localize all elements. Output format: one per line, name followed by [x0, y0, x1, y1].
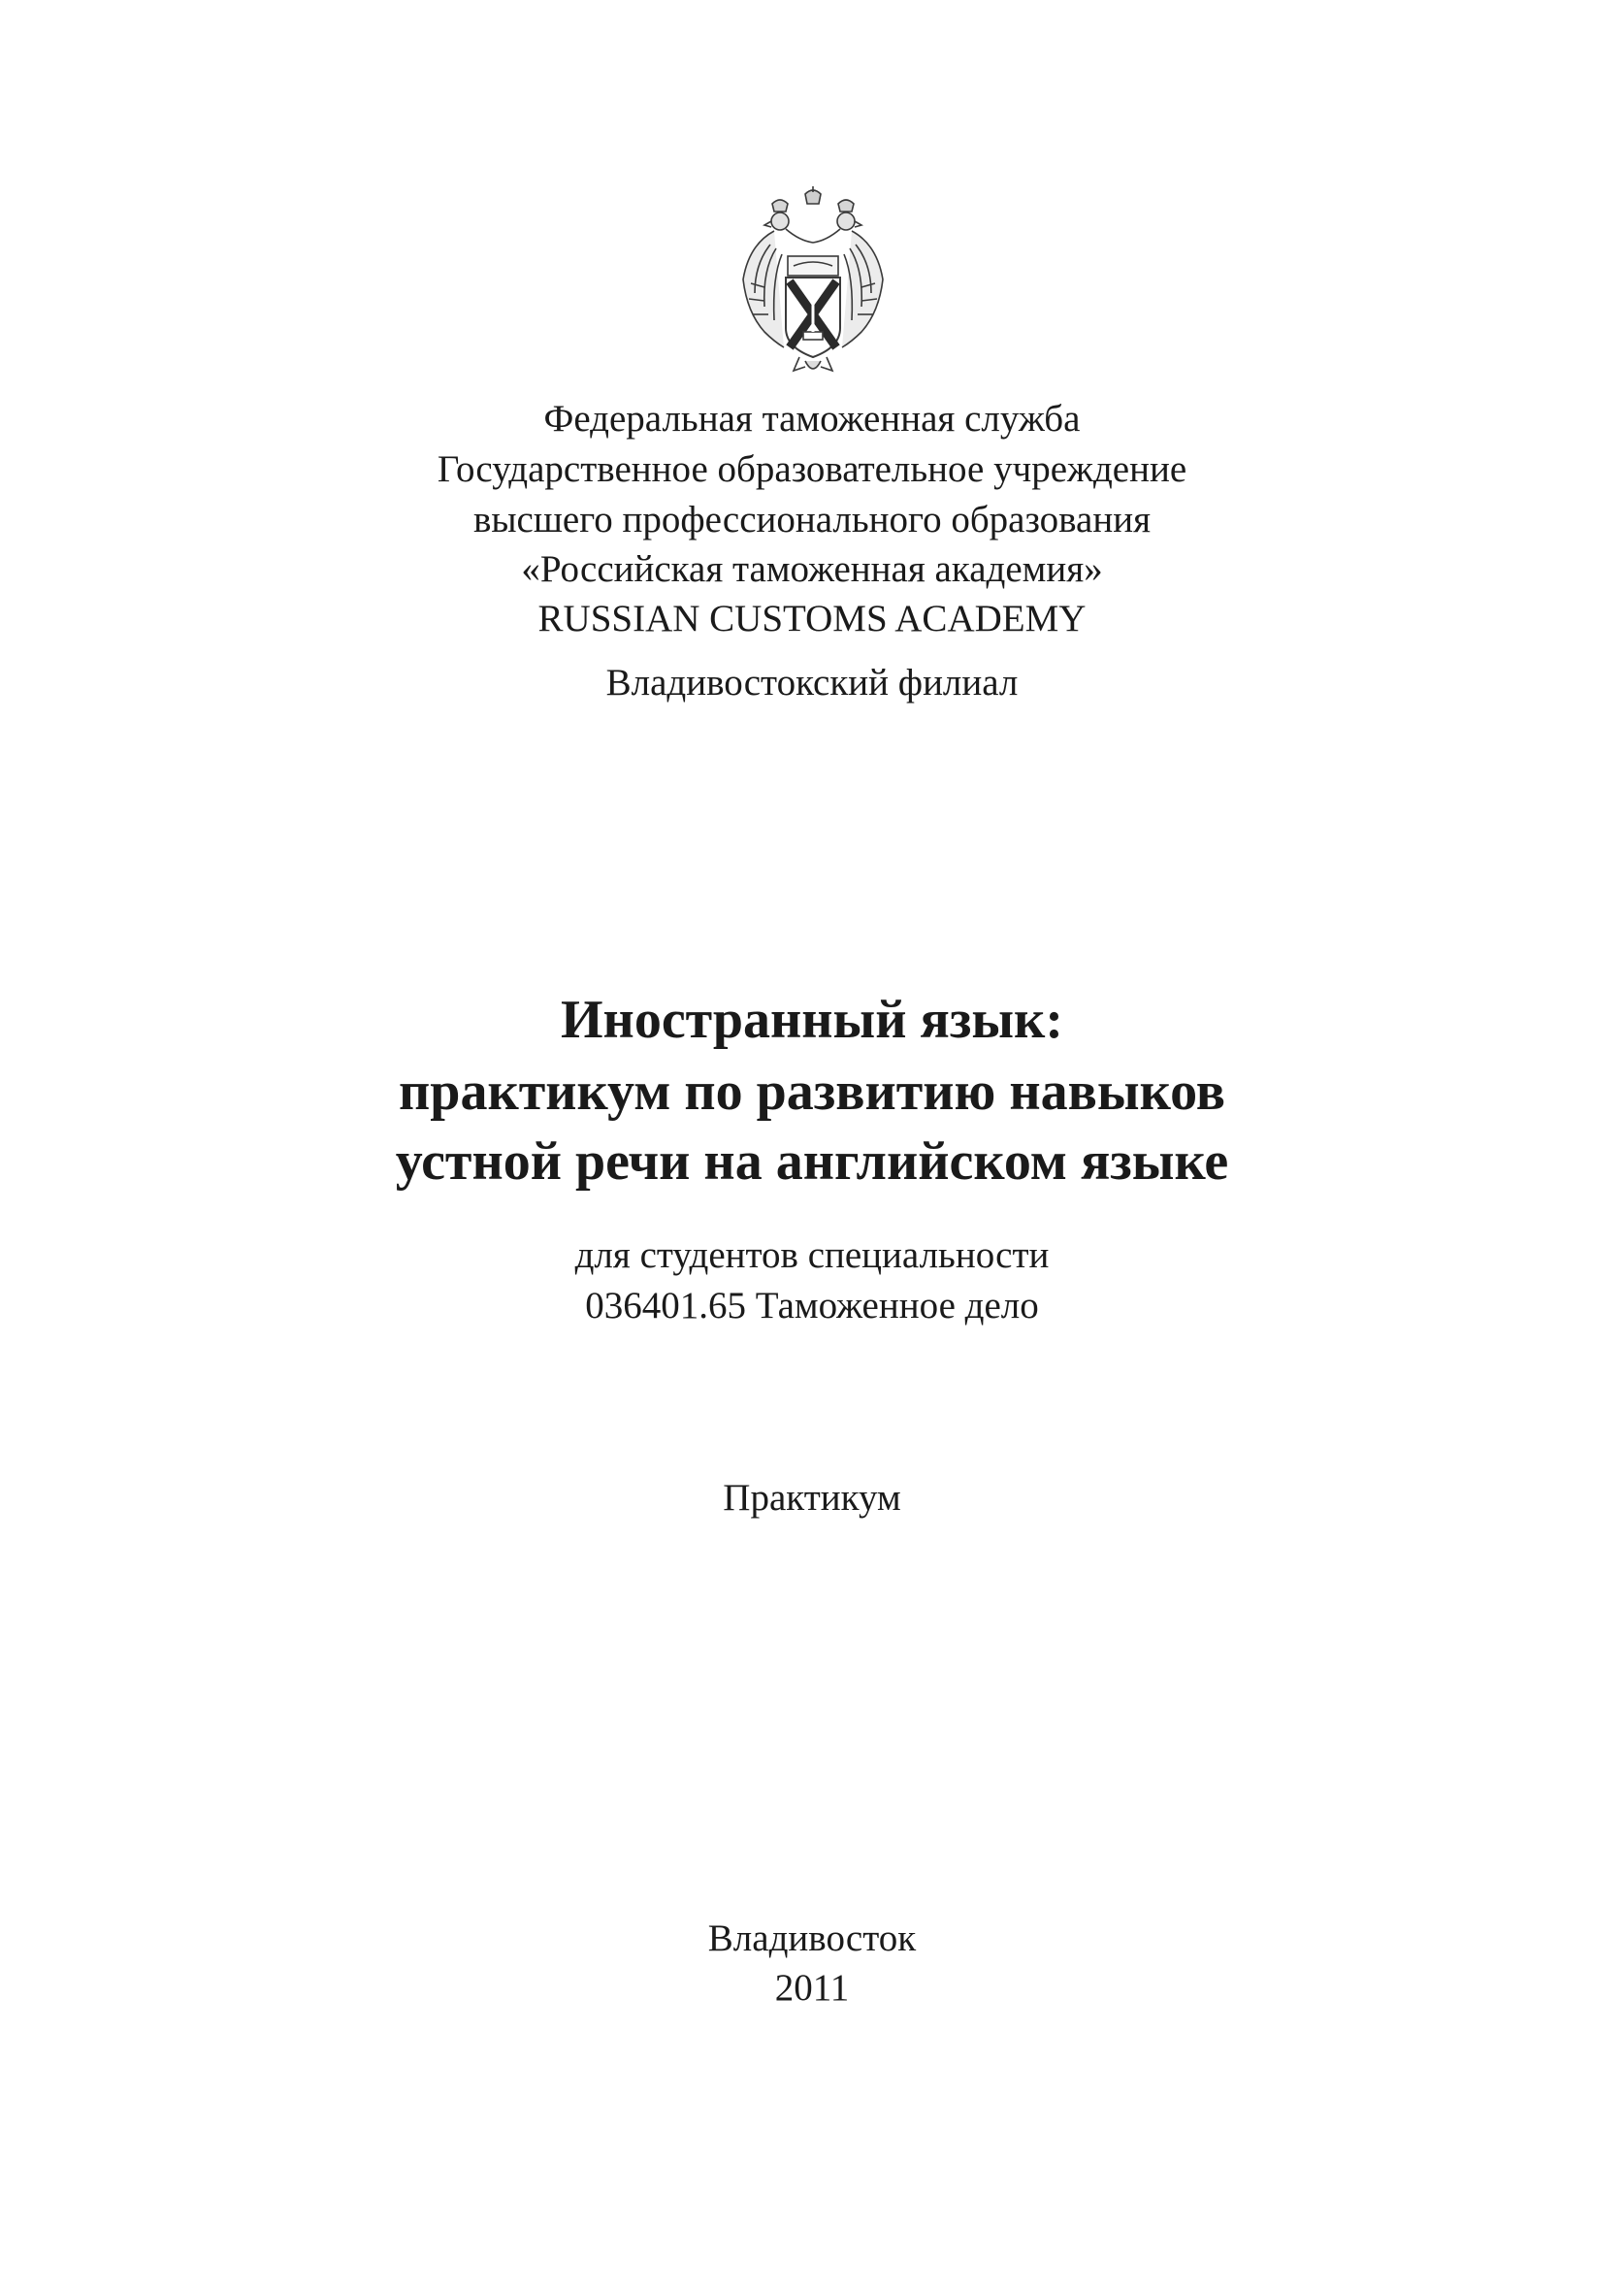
footer-year: 2011 — [774, 1967, 850, 2009]
audience-line-1: для студентов специальности — [574, 1234, 1050, 1276]
title-line-1: Иностранный язык: — [561, 990, 1063, 1050]
header-line-ministry: Федеральная таможенная служба — [543, 398, 1081, 440]
footer-city: Владивосток — [707, 1917, 917, 1959]
header-branch: Владивостокский филиал — [605, 662, 1019, 704]
title-line-3: устной речи на английском языке — [395, 1131, 1229, 1192]
document-type: Практикум — [723, 1477, 901, 1519]
header-line-education-level: высшего профессионального образования — [472, 499, 1152, 540]
audience-line-2: 036401.65 Таможенное дело — [585, 1285, 1039, 1327]
academy-coat-of-arms-icon — [735, 186, 891, 380]
title-line-2: практикум по развитию навыков — [399, 1062, 1225, 1122]
header-line-academy-ru: «Российская таможенная академия» — [521, 548, 1103, 590]
header-line-academy-en: RUSSIAN CUSTOMS ACADEMY — [537, 598, 1087, 639]
header-line-institution: Государственное образовательное учреждение — [437, 448, 1187, 490]
